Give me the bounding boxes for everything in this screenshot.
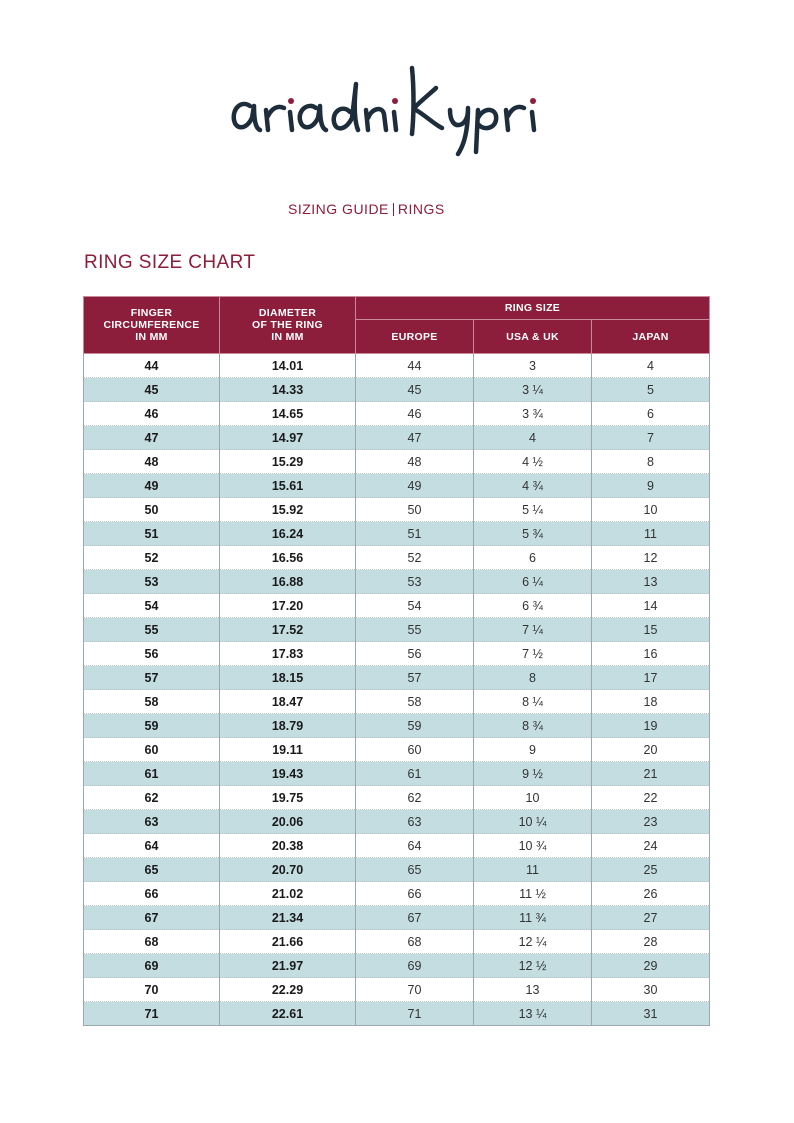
table-row	[84, 498, 710, 522]
japan-cell: 21	[592, 762, 710, 786]
diameter-cell: 22.29	[220, 978, 356, 1002]
usa-uk-cell: 5 ¾	[474, 522, 592, 546]
usa-uk-cell: 12 ¼	[474, 930, 592, 954]
table-row	[84, 666, 710, 690]
europe-cell: 62	[356, 786, 474, 810]
circumference-cell: 55	[84, 618, 220, 642]
europe-cell: 53	[356, 570, 474, 594]
europe-cell: 70	[356, 978, 474, 1002]
circumference-cell: 67	[84, 906, 220, 930]
circumference-cell: 61	[84, 762, 220, 786]
japan-cell: 16	[592, 642, 710, 666]
europe-cell: 66	[356, 882, 474, 906]
circumference-cell: 62	[84, 786, 220, 810]
circumference-cell: 66	[84, 882, 220, 906]
table-row	[84, 810, 710, 834]
circumference-cell: 58	[84, 690, 220, 714]
table-row	[84, 378, 710, 402]
europe-cell: 68	[356, 930, 474, 954]
japan-cell: 12	[592, 546, 710, 570]
table-row	[84, 738, 710, 762]
europe-cell: 57	[356, 666, 474, 690]
diameter-cell: 16.88	[220, 570, 356, 594]
europe-cell: 48	[356, 450, 474, 474]
diameter-cell: 16.24	[220, 522, 356, 546]
europe-cell: 67	[356, 906, 474, 930]
circumference-cell: 48	[84, 450, 220, 474]
europe-cell: 47	[356, 426, 474, 450]
diameter-cell: 15.92	[220, 498, 356, 522]
table-row	[84, 570, 710, 594]
japan-cell: 5	[592, 378, 710, 402]
diameter-cell: 15.29	[220, 450, 356, 474]
japan-cell: 4	[592, 354, 710, 378]
europe-cell: 52	[356, 546, 474, 570]
japan-cell: 14	[592, 594, 710, 618]
usa-uk-cell: 10 ¼	[474, 810, 592, 834]
europe-cell: 58	[356, 690, 474, 714]
usa-uk-cell: 13 ¼	[474, 1002, 592, 1026]
usa-uk-cell: 6 ¾	[474, 594, 592, 618]
japan-cell: 24	[592, 834, 710, 858]
japan-cell: 15	[592, 618, 710, 642]
europe-cell: 46	[356, 402, 474, 426]
japan-cell: 22	[592, 786, 710, 810]
table-row	[84, 354, 710, 378]
diameter-cell: 20.06	[220, 810, 356, 834]
circumference-cell: 63	[84, 810, 220, 834]
europe-cell: 69	[356, 954, 474, 978]
tagline	[288, 201, 468, 219]
europe-cell: 54	[356, 594, 474, 618]
circumference-cell: 45	[84, 378, 220, 402]
japan-cell: 31	[592, 1002, 710, 1026]
japan-cell: 17	[592, 666, 710, 690]
japan-cell: 25	[592, 858, 710, 882]
usa-uk-cell: 3 ¾	[474, 402, 592, 426]
europe-cell: 60	[356, 738, 474, 762]
europe-cell: 63	[356, 810, 474, 834]
usa-uk-cell: 8	[474, 666, 592, 690]
ring-size-table	[83, 296, 710, 1026]
diameter-cell: 14.97	[220, 426, 356, 450]
diameter-cell: 17.52	[220, 618, 356, 642]
usa-uk-cell: 7 ¼	[474, 618, 592, 642]
usa-uk-cell: 4	[474, 426, 592, 450]
header-ring-diameter-label: DIAMETER OF THE RING IN MM	[252, 307, 323, 343]
usa-uk-cell: 6	[474, 546, 592, 570]
diameter-cell: 19.11	[220, 738, 356, 762]
usa-uk-cell: 11	[474, 858, 592, 882]
table-row	[84, 522, 710, 546]
header-ring-diameter	[220, 297, 356, 354]
diameter-cell: 18.79	[220, 714, 356, 738]
tagline-rings: RINGS	[397, 201, 445, 217]
circumference-cell: 56	[84, 642, 220, 666]
circumference-cell: 69	[84, 954, 220, 978]
europe-cell: 56	[356, 642, 474, 666]
table-row	[84, 882, 710, 906]
usa-uk-cell: 9 ½	[474, 762, 592, 786]
diameter-cell: 15.61	[220, 474, 356, 498]
japan-cell: 13	[592, 570, 710, 594]
usa-uk-cell: 5 ¼	[474, 498, 592, 522]
tagline-sizing-guide: SIZING GUIDE	[288, 201, 389, 217]
table-row	[84, 426, 710, 450]
usa-uk-cell: 3 ¼	[474, 378, 592, 402]
circumference-cell: 71	[84, 1002, 220, 1026]
diameter-cell: 21.66	[220, 930, 356, 954]
usa-uk-cell: 7 ½	[474, 642, 592, 666]
diameter-cell: 19.43	[220, 762, 356, 786]
diameter-cell: 17.20	[220, 594, 356, 618]
diameter-cell: 19.75	[220, 786, 356, 810]
usa-uk-cell: 11 ¾	[474, 906, 592, 930]
diameter-cell: 17.83	[220, 642, 356, 666]
diameter-cell: 14.33	[220, 378, 356, 402]
japan-cell: 29	[592, 954, 710, 978]
table-row	[84, 762, 710, 786]
table-row	[84, 786, 710, 810]
japan-cell: 27	[592, 906, 710, 930]
europe-cell: 50	[356, 498, 474, 522]
europe-cell: 61	[356, 762, 474, 786]
table-row	[84, 690, 710, 714]
header-usa-uk: USA & UK	[474, 320, 592, 354]
chart-title: RING SIZE CHART	[84, 252, 256, 273]
europe-cell: 65	[356, 858, 474, 882]
circumference-cell: 60	[84, 738, 220, 762]
circumference-cell: 57	[84, 666, 220, 690]
diameter-cell: 18.15	[220, 666, 356, 690]
header-finger-circumference	[84, 297, 220, 354]
table-row	[84, 978, 710, 1002]
usa-uk-cell: 6 ¼	[474, 570, 592, 594]
table-row	[84, 1002, 710, 1026]
circumference-cell: 50	[84, 498, 220, 522]
japan-cell: 26	[592, 882, 710, 906]
diameter-cell: 20.70	[220, 858, 356, 882]
diameter-cell: 21.02	[220, 882, 356, 906]
japan-cell: 18	[592, 690, 710, 714]
diameter-cell: 20.38	[220, 834, 356, 858]
europe-cell: 44	[356, 354, 474, 378]
usa-uk-cell: 12 ½	[474, 954, 592, 978]
diameter-cell: 22.61	[220, 1002, 356, 1026]
table-row	[84, 594, 710, 618]
brand-logo	[0, 58, 794, 217]
table-row	[84, 546, 710, 570]
japan-cell: 20	[592, 738, 710, 762]
circumference-cell: 47	[84, 426, 220, 450]
diameter-cell: 16.56	[220, 546, 356, 570]
usa-uk-cell: 4 ¾	[474, 474, 592, 498]
table-header	[84, 297, 710, 354]
ariadni-kypri-logo	[228, 58, 568, 168]
table-row	[84, 474, 710, 498]
japan-cell: 23	[592, 810, 710, 834]
header-japan: JAPAN	[592, 320, 710, 354]
japan-cell: 6	[592, 402, 710, 426]
usa-uk-cell: 8 ¼	[474, 690, 592, 714]
japan-cell: 7	[592, 426, 710, 450]
japan-cell: 19	[592, 714, 710, 738]
circumference-cell: 49	[84, 474, 220, 498]
circumference-cell: 65	[84, 858, 220, 882]
europe-cell: 55	[356, 618, 474, 642]
usa-uk-cell: 10 ¾	[474, 834, 592, 858]
circumference-cell: 51	[84, 522, 220, 546]
table-body	[84, 354, 710, 1026]
usa-uk-cell: 3	[474, 354, 592, 378]
table-row	[84, 906, 710, 930]
header-ring-size: RING SIZE	[356, 297, 710, 320]
table-row	[84, 714, 710, 738]
circumference-cell: 46	[84, 402, 220, 426]
header-europe: EUROPE	[356, 320, 474, 354]
europe-cell: 51	[356, 522, 474, 546]
circumference-cell: 52	[84, 546, 220, 570]
europe-cell: 45	[356, 378, 474, 402]
circumference-cell: 53	[84, 570, 220, 594]
table-row	[84, 402, 710, 426]
usa-uk-cell: 4 ½	[474, 450, 592, 474]
circumference-cell: 70	[84, 978, 220, 1002]
diameter-cell: 14.65	[220, 402, 356, 426]
table-row	[84, 450, 710, 474]
japan-cell: 8	[592, 450, 710, 474]
circumference-cell: 59	[84, 714, 220, 738]
circumference-cell: 68	[84, 930, 220, 954]
diameter-cell: 21.34	[220, 906, 356, 930]
japan-cell: 10	[592, 498, 710, 522]
table-row	[84, 834, 710, 858]
table-row	[84, 930, 710, 954]
table-row	[84, 618, 710, 642]
japan-cell: 11	[592, 522, 710, 546]
usa-uk-cell: 13	[474, 978, 592, 1002]
europe-cell: 71	[356, 1002, 474, 1026]
table-row	[84, 954, 710, 978]
europe-cell: 64	[356, 834, 474, 858]
circumference-cell: 44	[84, 354, 220, 378]
usa-uk-cell: 11 ½	[474, 882, 592, 906]
table-row	[84, 642, 710, 666]
table-row	[84, 858, 710, 882]
tagline-divider	[393, 203, 394, 216]
header-finger-circumference-label: FINGER CIRCUMFERENCE IN MM	[103, 307, 200, 343]
diameter-cell: 14.01	[220, 354, 356, 378]
circumference-cell: 64	[84, 834, 220, 858]
europe-cell: 59	[356, 714, 474, 738]
diameter-cell: 21.97	[220, 954, 356, 978]
circumference-cell: 54	[84, 594, 220, 618]
japan-cell: 28	[592, 930, 710, 954]
europe-cell: 49	[356, 474, 474, 498]
usa-uk-cell: 9	[474, 738, 592, 762]
usa-uk-cell: 10	[474, 786, 592, 810]
diameter-cell: 18.47	[220, 690, 356, 714]
japan-cell: 9	[592, 474, 710, 498]
japan-cell: 30	[592, 978, 710, 1002]
usa-uk-cell: 8 ¾	[474, 714, 592, 738]
